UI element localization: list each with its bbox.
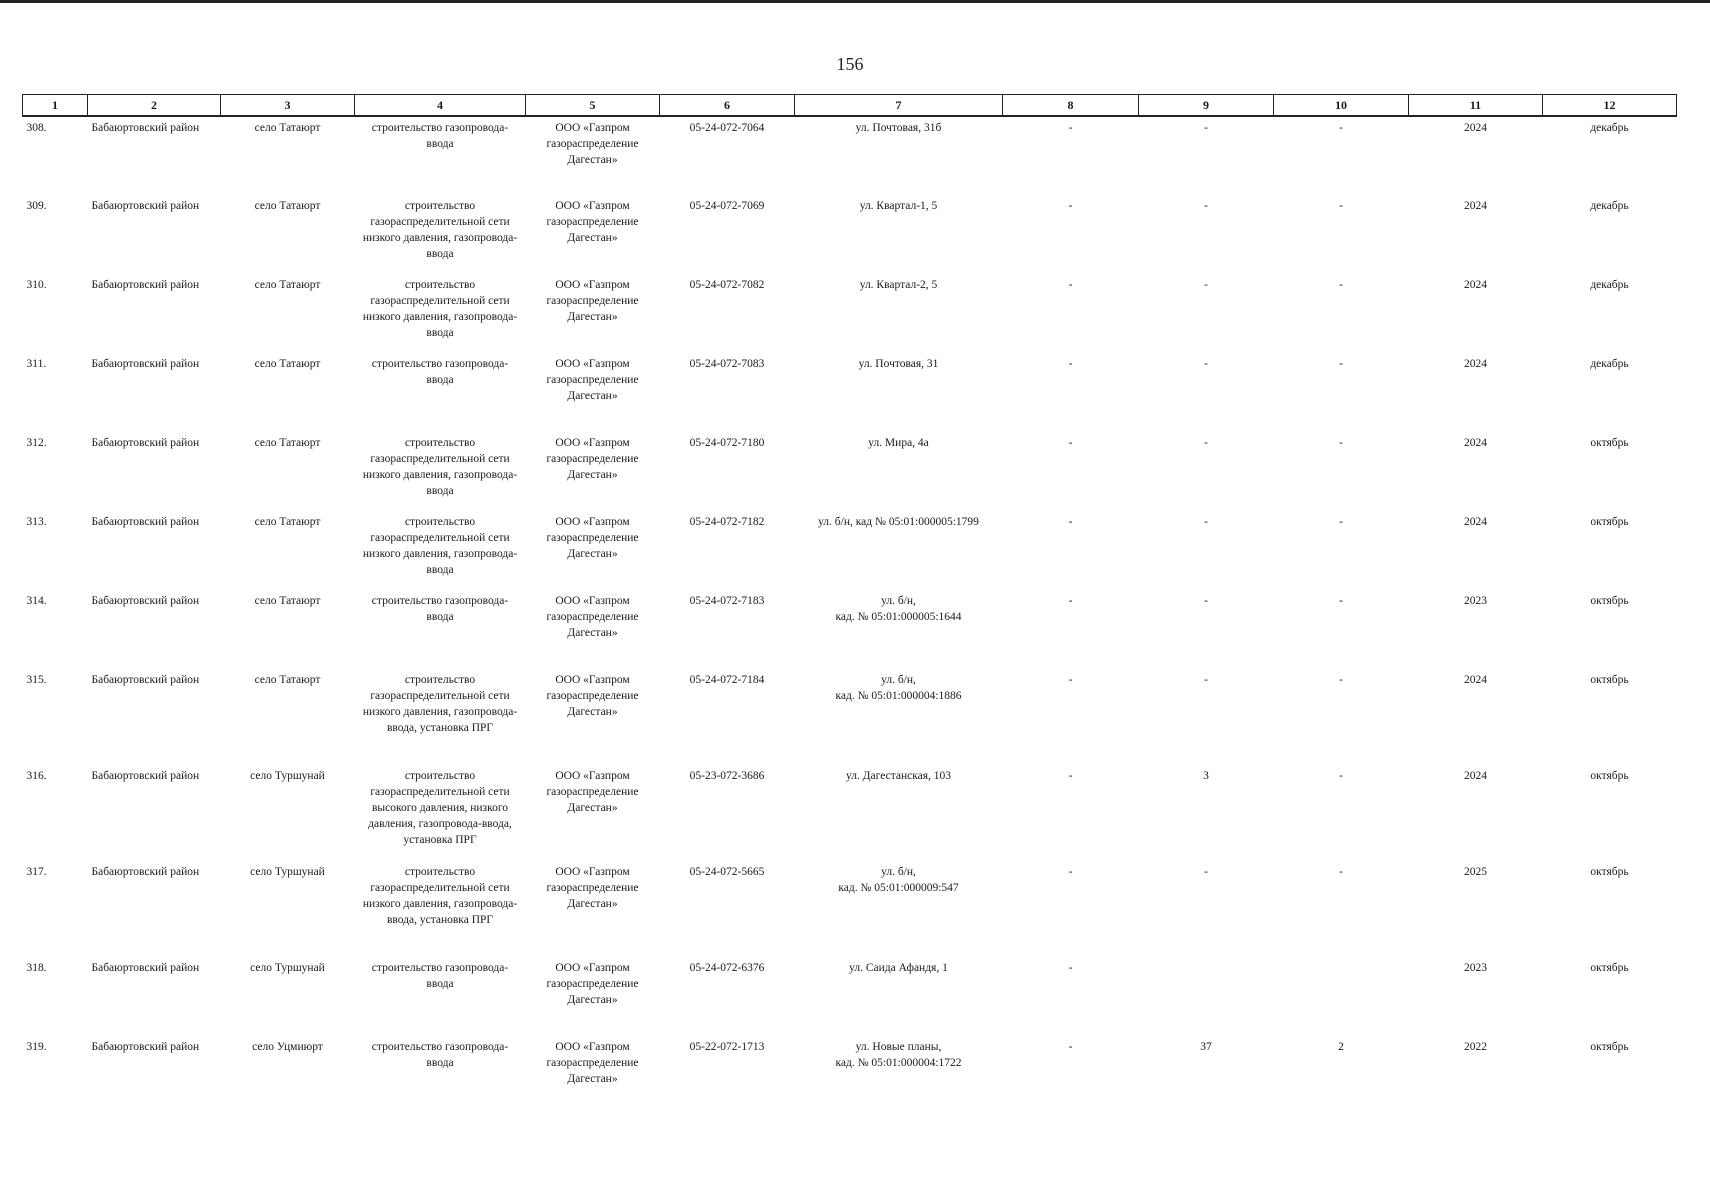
col9-cell: - [1204, 866, 1208, 878]
district-cell: Бабаюртовский район [91, 437, 200, 449]
district-cell: Бабаюртовский район [91, 770, 200, 782]
settlement-cell: село Татаюрт [254, 279, 321, 291]
column-header: 11 [1409, 95, 1543, 117]
col9-cell: 3 [1203, 770, 1209, 782]
settlement-cell: село Татаюрт [254, 674, 321, 686]
work-type-cell: строительство газопровода-ввода [371, 595, 509, 623]
year-cell: 2024 [1464, 674, 1487, 686]
object-code-cell: 05-24-072-7082 [689, 279, 765, 291]
table-row [23, 669, 1677, 765]
col8-cell: - [1068, 595, 1073, 607]
organization-cell: ООО «Газпром газораспределение Дагестан» [546, 358, 639, 402]
object-code-cell: 05-24-072-7064 [689, 122, 765, 134]
col9-cell: - [1204, 595, 1208, 607]
col8-cell: - [1068, 358, 1073, 370]
object-code-cell: 05-24-072-7180 [689, 437, 765, 449]
organization-cell: ООО «Газпром газораспределение Дагестан» [546, 516, 639, 560]
district-cell: Бабаюртовский район [91, 595, 200, 607]
column-header: 10 [1274, 95, 1409, 117]
object-code-cell: 05-24-072-7184 [689, 674, 765, 686]
col10-cell: - [1339, 516, 1343, 528]
district-cell: Бабаюртовский район [91, 200, 200, 212]
column-header: 5 [526, 95, 660, 117]
col8-cell: - [1068, 516, 1073, 528]
district-cell: Бабаюртовский район [91, 122, 200, 134]
row-number-cell: 319. [26, 1041, 47, 1053]
organization-cell: ООО «Газпром газораспределение Дагестан» [546, 595, 639, 639]
col10-cell: - [1339, 358, 1343, 370]
table-row [23, 353, 1677, 432]
year-cell: 2024 [1464, 279, 1487, 291]
year-cell: 2023 [1464, 962, 1487, 974]
table-row [23, 195, 1677, 274]
year-cell: 2025 [1464, 866, 1487, 878]
settlement-cell: село Татаюрт [254, 437, 321, 449]
settlement-cell: село Татаюрт [254, 358, 321, 370]
table-row [23, 511, 1677, 590]
work-type-cell: строительство газопровода-ввода [371, 358, 509, 386]
col8-cell: - [1068, 962, 1073, 974]
col8-cell: - [1068, 1041, 1073, 1053]
col9-cell: - [1204, 516, 1208, 528]
column-header: 8 [1003, 95, 1139, 117]
page-number: 156 [836, 54, 864, 74]
object-code-cell: 05-22-072-1713 [689, 1041, 765, 1053]
month-cell: октябрь [1590, 866, 1629, 878]
year-cell: 2024 [1464, 122, 1487, 134]
address-cell: ул. Саида Афандя, 1 [849, 962, 948, 974]
column-header: 4 [355, 95, 526, 117]
col8-cell: - [1068, 437, 1073, 449]
col8-cell: - [1068, 770, 1073, 782]
address-cell: ул. б/н, кад № 05:01:000005:1799 [818, 516, 979, 528]
work-type-cell: строительство газораспределительной сети низкого давления, газопровода-ввода, установка ПРГ [362, 674, 518, 734]
work-type-cell: строительство газораспределительной сети высокого давления, низкого давления, газопровода-ввода, установка ПРГ [368, 770, 512, 846]
district-cell: Бабаюртовский район [91, 516, 200, 528]
month-cell: октябрь [1590, 770, 1629, 782]
organization-cell: ООО «Газпром газораспределение Дагестан» [546, 962, 639, 1006]
table-body [23, 116, 1677, 1115]
settlement-cell: село Уцмиюрт [252, 1041, 323, 1053]
address-cell: ул. Мира, 4а [868, 437, 929, 449]
organization-cell: ООО «Газпром газораспределение Дагестан» [546, 279, 639, 323]
year-cell: 2022 [1464, 1041, 1487, 1053]
col10-cell [1274, 957, 1409, 1036]
col10-cell: 2 [1338, 1041, 1344, 1053]
address-cell: ул. б/н, кад. № 05:01:000004:1886 [835, 674, 962, 702]
object-code-cell: 05-23-072-3686 [689, 770, 765, 782]
col10-cell: - [1339, 200, 1343, 212]
column-header: 12 [1543, 95, 1677, 117]
table-row [23, 590, 1677, 669]
row-number-cell: 313. [26, 516, 47, 528]
data-table [22, 94, 1677, 1115]
table-row [23, 116, 1677, 195]
col10-cell: - [1339, 122, 1343, 134]
work-type-cell: строительство газопровода-ввода [371, 1041, 509, 1069]
district-cell: Бабаюртовский район [91, 279, 200, 291]
row-number-cell: 317. [26, 866, 47, 878]
address-cell: ул. Почтовая, 31 [858, 358, 939, 370]
col8-cell: - [1068, 279, 1073, 291]
table-row [23, 1036, 1677, 1115]
settlement-cell: село Татаюрт [254, 516, 321, 528]
address-cell: ул. Квартал-1, 5 [859, 200, 938, 212]
settlement-cell: село Туршунай [250, 962, 325, 974]
year-cell: 2024 [1464, 516, 1487, 528]
settlement-cell: село Татаюрт [254, 122, 321, 134]
month-cell: октябрь [1590, 1041, 1629, 1053]
row-number-cell: 308. [26, 122, 47, 134]
month-cell: декабрь [1590, 279, 1629, 291]
work-type-cell: строительство газораспределительной сети низкого давления, газопровода-ввода [362, 437, 518, 497]
object-code-cell: 05-24-072-5665 [689, 866, 765, 878]
year-cell: 2023 [1464, 595, 1487, 607]
address-cell: ул. б/н, кад. № 05:01:000009:547 [838, 866, 959, 894]
col9-cell: 37 [1200, 1041, 1212, 1053]
year-cell: 2024 [1464, 358, 1487, 370]
month-cell: октябрь [1590, 674, 1629, 686]
district-cell: Бабаюртовский район [91, 358, 200, 370]
work-type-cell: строительство газопровода-ввода [371, 962, 509, 990]
column-header: 9 [1139, 95, 1274, 117]
col8-cell: - [1068, 122, 1073, 134]
col8-cell: - [1068, 200, 1073, 212]
address-cell: ул. Квартал-2, 5 [859, 279, 938, 291]
header-row [23, 95, 1677, 117]
organization-cell: ООО «Газпром газораспределение Дагестан» [546, 674, 639, 718]
work-type-cell: строительство газораспределительной сети низкого давления, газопровода-ввода [362, 516, 518, 576]
work-type-cell: строительство газораспределительной сети низкого давления, газопровода-ввода [362, 279, 518, 339]
top-rule [0, 0, 1710, 3]
district-cell: Бабаюртовский район [91, 866, 200, 878]
col9-cell: - [1204, 122, 1208, 134]
settlement-cell: село Татаюрт [254, 200, 321, 212]
row-number-cell: 312. [26, 437, 47, 449]
col8-cell: - [1068, 674, 1073, 686]
work-type-cell: строительство газораспределительной сети низкого давления, газопровода-ввода, установка ПРГ [362, 866, 518, 926]
year-cell: 2024 [1464, 770, 1487, 782]
row-number-cell: 311. [26, 358, 47, 370]
col10-cell: - [1339, 437, 1343, 449]
object-code-cell: 05-24-072-6376 [689, 962, 765, 974]
settlement-cell: село Татаюрт [254, 595, 321, 607]
object-code-cell: 05-24-072-7183 [689, 595, 765, 607]
col9-cell: - [1204, 279, 1208, 291]
address-cell: ул. Дагестанская, 103 [845, 770, 952, 782]
year-cell: 2024 [1464, 437, 1487, 449]
settlement-cell: село Туршунай [250, 770, 325, 782]
work-type-cell: строительство газораспределительной сети низкого давления, газопровода-ввода [362, 200, 518, 260]
col9-cell: - [1204, 358, 1208, 370]
row-number-cell: 315. [26, 674, 47, 686]
district-cell: Бабаюртовский район [91, 674, 200, 686]
col10-cell: - [1339, 770, 1343, 782]
organization-cell: ООО «Газпром газораспределение Дагестан» [546, 770, 639, 814]
table-row [23, 274, 1677, 353]
month-cell: октябрь [1590, 595, 1629, 607]
district-cell: Бабаюртовский район [91, 962, 200, 974]
settlement-cell: село Туршунай [250, 866, 325, 878]
col9-cell: - [1204, 674, 1208, 686]
address-cell: ул. Почтовая, 31б [855, 122, 942, 134]
month-cell: декабрь [1590, 122, 1629, 134]
work-type-cell: строительство газопровода-ввода [371, 122, 509, 150]
district-cell: Бабаюртовский район [91, 1041, 200, 1053]
column-header: 7 [795, 95, 1003, 117]
month-cell: октябрь [1590, 437, 1629, 449]
month-cell: октябрь [1590, 516, 1629, 528]
object-code-cell: 05-24-072-7069 [689, 200, 765, 212]
column-header: 3 [221, 95, 355, 117]
address-cell: ул. Новые планы, кад. № 05:01:000004:1722 [835, 1041, 962, 1069]
col10-cell: - [1339, 866, 1343, 878]
column-header: 1 [23, 95, 88, 117]
col9-cell: - [1204, 437, 1208, 449]
organization-cell: ООО «Газпром газораспределение Дагестан» [546, 1041, 639, 1085]
table-row [23, 765, 1677, 861]
col8-cell: - [1068, 866, 1073, 878]
col10-cell: - [1339, 595, 1343, 607]
organization-cell: ООО «Газпром газораспределение Дагестан» [546, 866, 639, 910]
row-number-cell: 314. [26, 595, 47, 607]
table-row [23, 957, 1677, 1036]
table-row [23, 861, 1677, 957]
month-cell: декабрь [1590, 358, 1629, 370]
row-number-cell: 316. [26, 770, 47, 782]
col10-cell: - [1339, 674, 1343, 686]
row-number-cell: 309. [26, 200, 47, 212]
year-cell: 2024 [1464, 200, 1487, 212]
row-number-cell: 318. [26, 962, 47, 974]
column-header: 6 [660, 95, 795, 117]
organization-cell: ООО «Газпром газораспределение Дагестан» [546, 437, 639, 481]
row-number-cell: 310. [26, 279, 47, 291]
address-cell: ул. б/н, кад. № 05:01:000005:1644 [835, 595, 962, 623]
table-row [23, 432, 1677, 511]
month-cell: декабрь [1590, 200, 1629, 212]
col10-cell: - [1339, 279, 1343, 291]
column-header: 2 [88, 95, 221, 117]
organization-cell: ООО «Газпром газораспределение Дагестан» [546, 200, 639, 244]
object-code-cell: 05-24-072-7083 [689, 358, 765, 370]
month-cell: октябрь [1590, 962, 1629, 974]
col9-cell [1139, 957, 1274, 1036]
col9-cell: - [1204, 200, 1208, 212]
organization-cell: ООО «Газпром газораспределение Дагестан» [546, 122, 639, 166]
object-code-cell: 05-24-072-7182 [689, 516, 765, 528]
